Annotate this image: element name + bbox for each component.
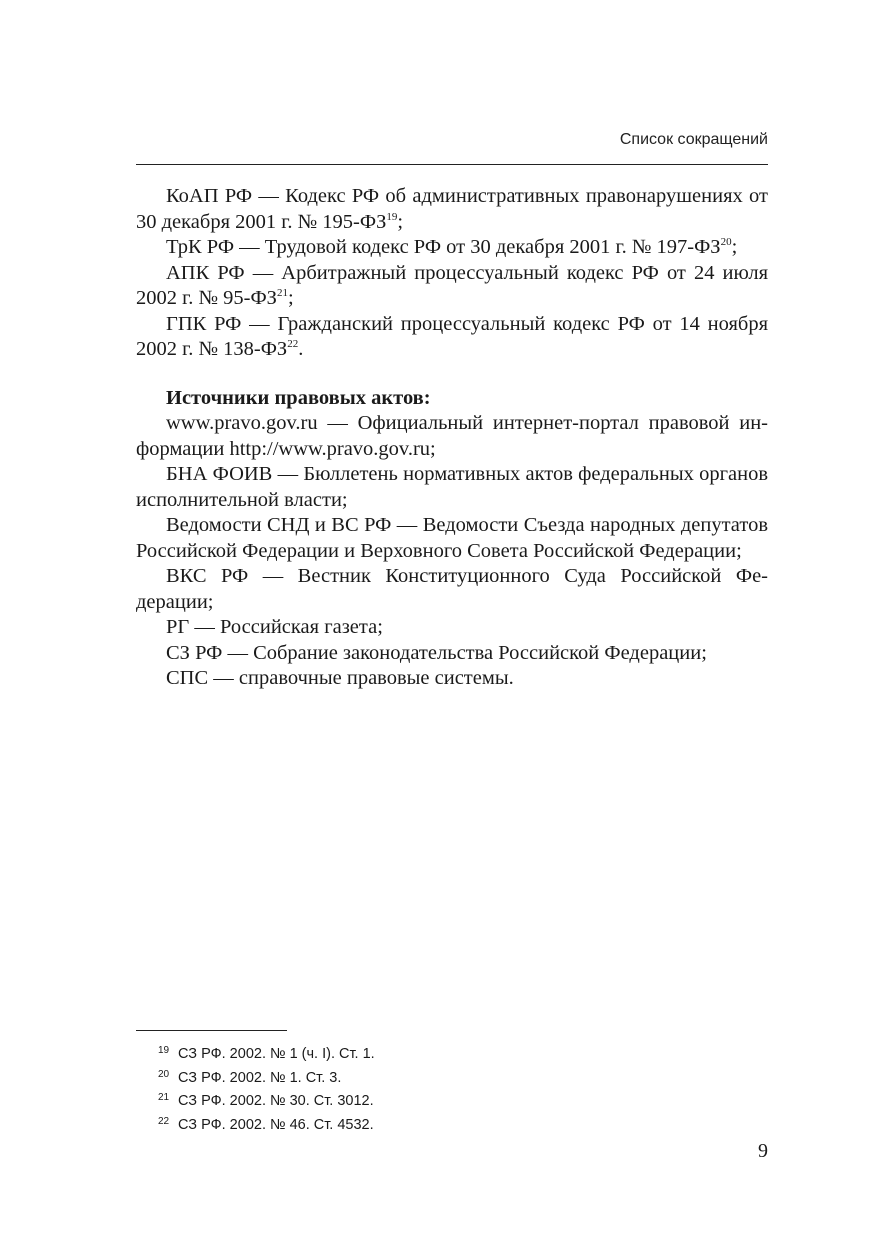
source-entry-vedomosti: Ведомости СНД и ВС РФ — Ведомости Съезда народных депутатов Российской Федерации и Верховного Совета Российской Федерации;: [136, 514, 768, 562]
footnote-text: СЗ РФ. 2002. № 1 (ч. I). Ст. 1.: [178, 1046, 375, 1062]
footnote-number: 21: [158, 1092, 170, 1103]
footnote-ref[interactable]: 20: [720, 236, 732, 248]
running-head: Список сокращений: [619, 131, 768, 148]
footnote-ref[interactable]: 22: [287, 338, 299, 350]
footnotes: [158, 1041, 375, 1135]
footnote-ref[interactable]: 21: [276, 287, 288, 299]
punctuation: ;: [731, 236, 738, 258]
footnote-text: СЗ РФ. 2002. № 1. Ст. 3.: [178, 1069, 342, 1086]
source-entry-sps: СПС — справочные правовые системы.: [166, 667, 514, 689]
abbreviation-text: ТрК РФ — Трудовой кодекс РФ от 30 декабря 2001 г. № 197-ФЗ: [166, 236, 721, 258]
footnote-22: [158, 1112, 375, 1136]
footnote-number: 22: [158, 1115, 170, 1127]
footnote-divider: [136, 1030, 287, 1031]
footnote-19: [158, 1041, 375, 1065]
footnote-20: [158, 1065, 375, 1089]
source-entry-sz: СЗ РФ — Собрание законодательства Российской Федерации;: [166, 641, 707, 664]
footnote-number: 20: [158, 1068, 170, 1080]
abbreviation-entry-koap: [136, 184, 768, 235]
footnote-text: СЗ РФ. 2002. № 30. Ст. 3012.: [178, 1093, 374, 1109]
footnote-ref[interactable]: 19: [386, 210, 398, 223]
abbreviation-text: АПК РФ — Арбитражный процессуальный кодекс РФ от 24 июля 2002 г. № 95-ФЗ: [136, 261, 768, 309]
section-gap: [136, 363, 768, 386]
abbreviation-entry-trk: [136, 235, 768, 261]
punctuation: ;: [287, 287, 294, 309]
abbreviation-text: КоАП РФ — Кодекс РФ об административных правонарушениях от 30 декабря 2001 г. № 195-ФЗ: [136, 185, 768, 233]
header-divider: [136, 164, 768, 165]
source-entry-vks: ВКС РФ — Вестник Конституционного Суда Российской Федерации;: [136, 565, 768, 613]
abbreviation-entry-apk: [136, 261, 768, 312]
footnote-number: 19: [158, 1045, 170, 1056]
source-entry-bna: БНА ФОИВ — Бюллетень нормативных актов федеральных органов исполнительной власти;: [136, 463, 768, 511]
sources-heading: Источники правовых актов:: [166, 386, 431, 409]
punctuation: ;: [397, 210, 404, 233]
abbreviation-text: ГПК РФ — Гражданский процессуальный кодекс РФ от 14 ноября 2002 г. № 138-ФЗ: [136, 312, 768, 360]
source-entry-rg: РГ — Российская газета;: [166, 616, 383, 638]
abbreviation-entry-gpk: [136, 312, 768, 363]
footnote-text: СЗ РФ. 2002. № 46. Ст. 4532.: [178, 1116, 374, 1133]
punctuation: .: [298, 338, 304, 360]
page-number: 9: [758, 1140, 768, 1162]
footnote-21: [158, 1088, 375, 1112]
main-text: [136, 184, 768, 692]
source-entry-pravo: www.pravo.gov.ru — Официальный интернет-портал правовой информации http://www.pravo.gov.ru;: [136, 412, 768, 460]
